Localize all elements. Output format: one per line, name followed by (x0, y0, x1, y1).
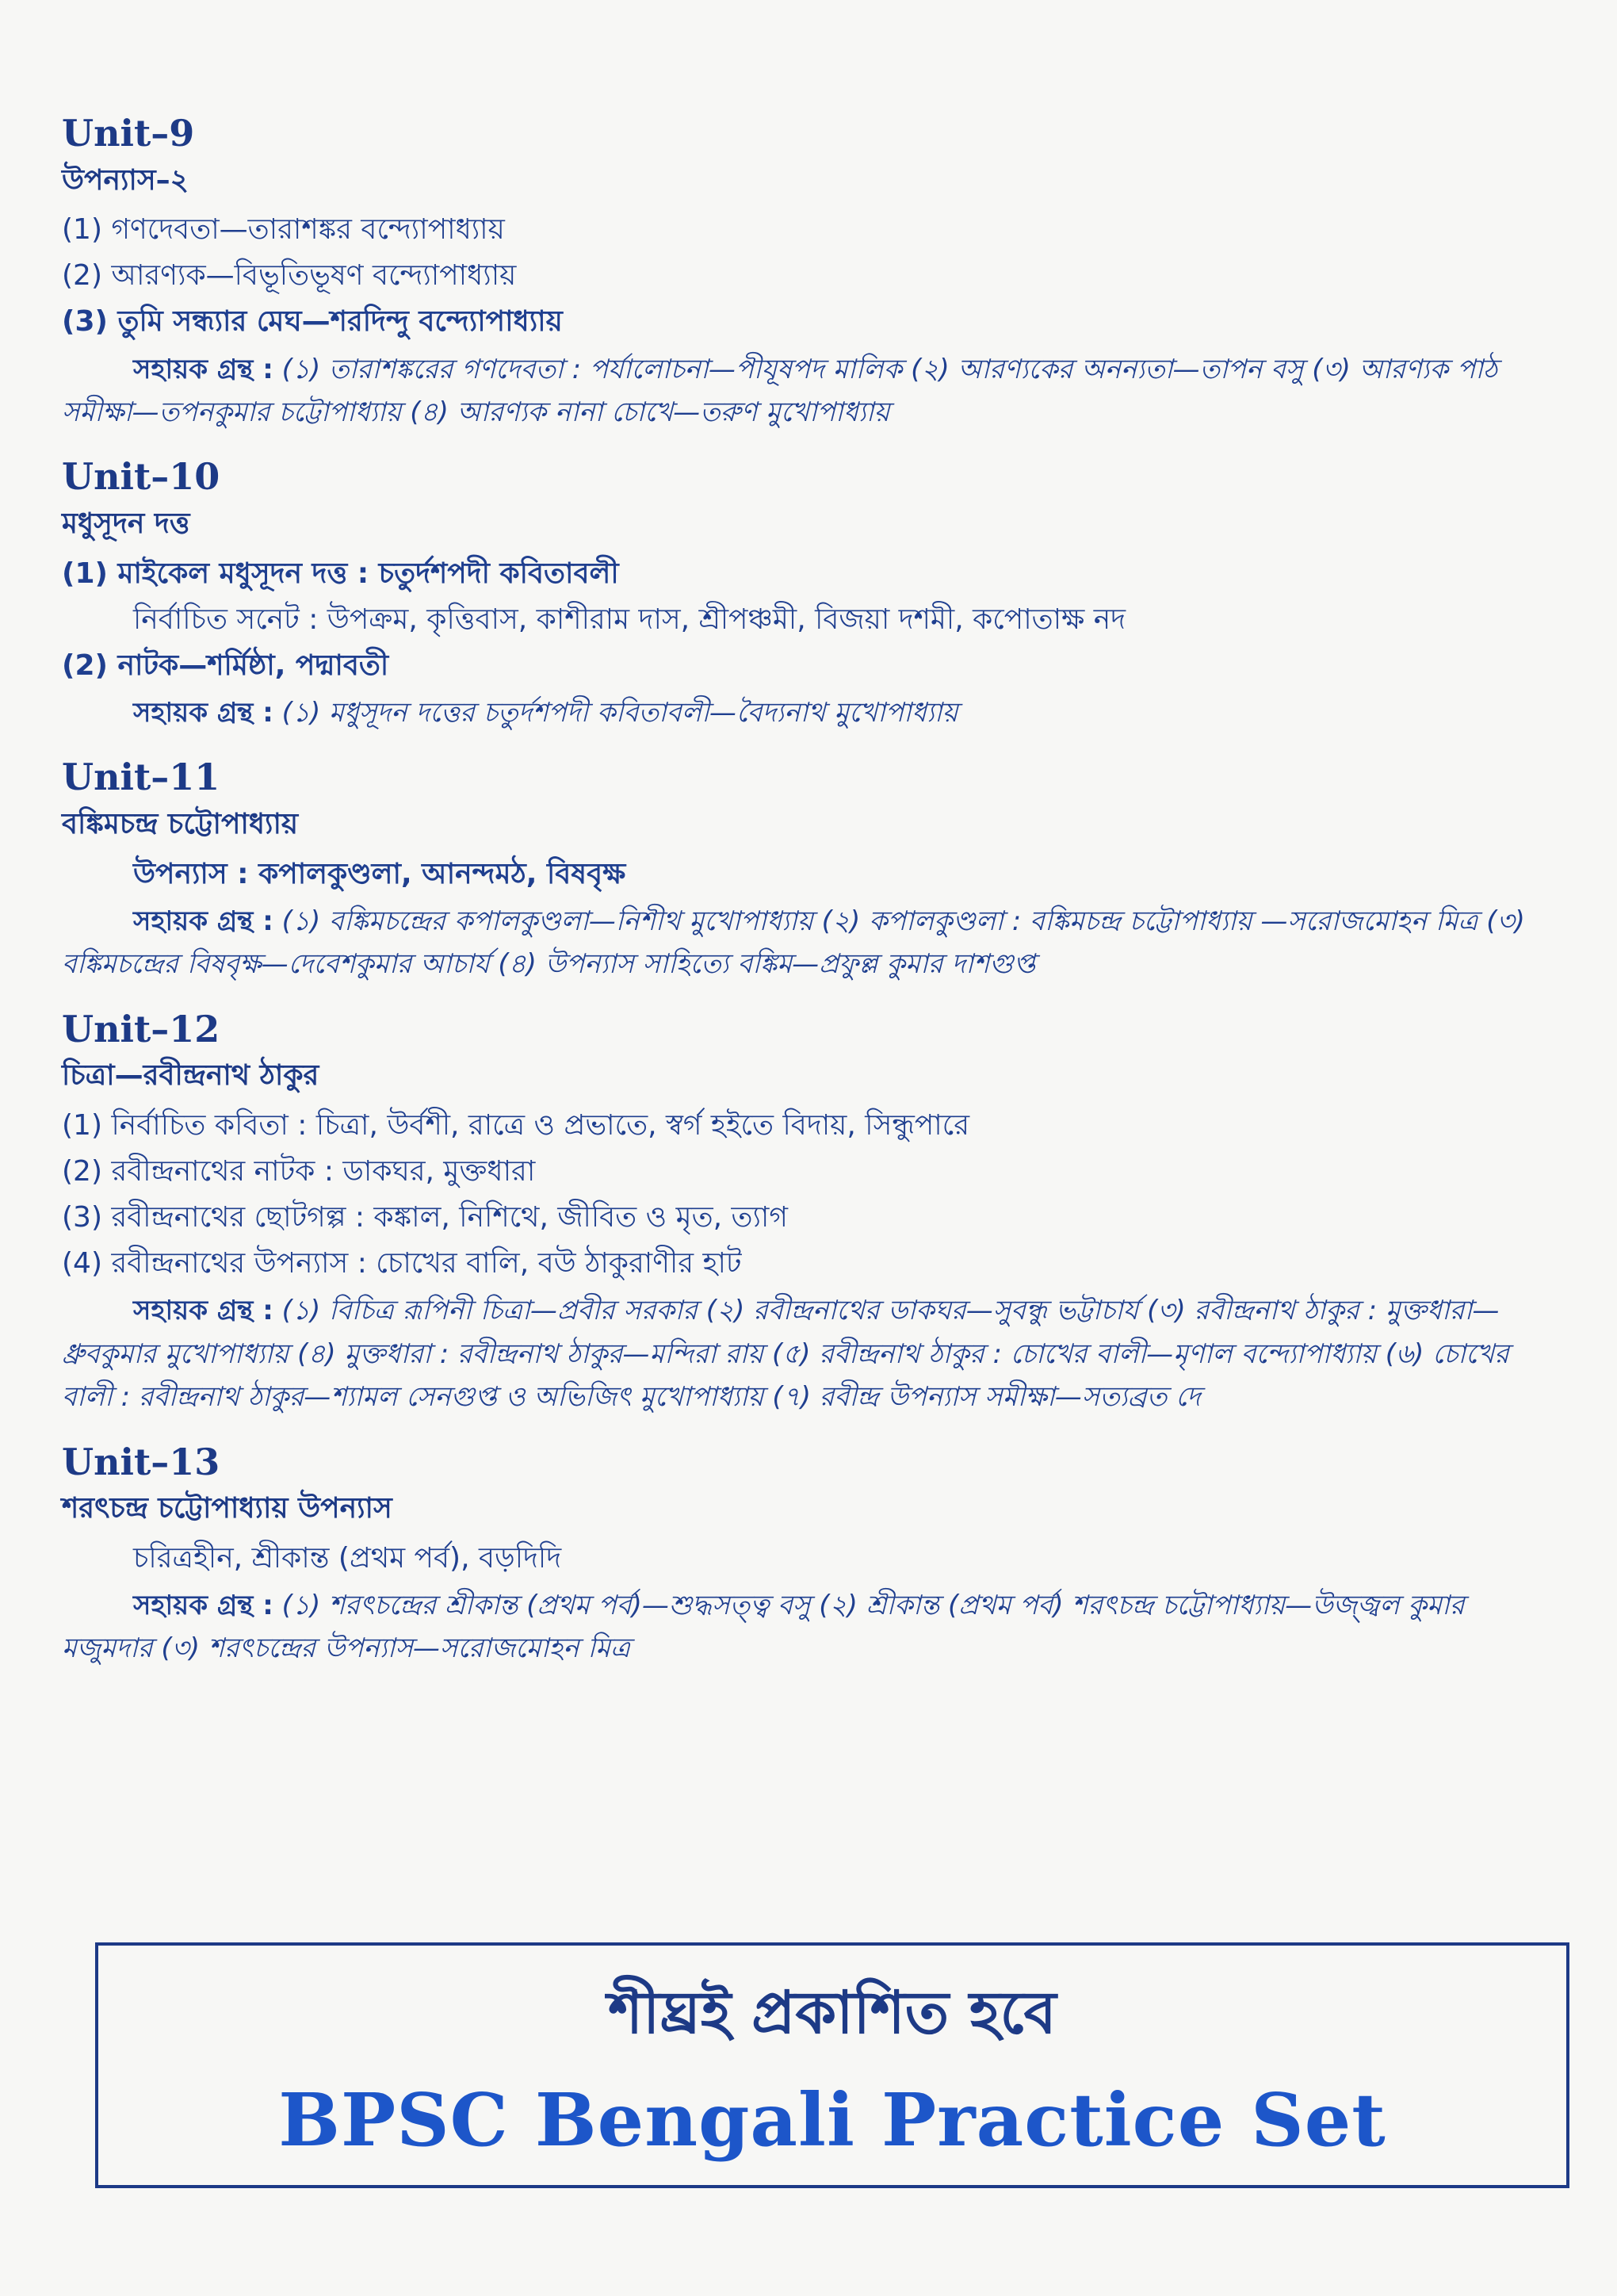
list-item: চরিত্রহীন, শ্রীকান্ত (প্রথম পর্ব), বড়দিদি (133, 1541, 562, 1575)
reference-text: (১) মধুসূদন দত্তের চতুর্দশপদী কবিতাবলী—বৈদ্যনাথ মুখোপাধ্যায় (281, 697, 958, 729)
list-item: (2) আরণ্যক—বিভূতিভূষণ বন্দ্যোপাধ্যায় (62, 259, 517, 293)
reference-text: (১) তারাশঙ্করের গণদেবতা : পর্যালোচনা—পীযূষপদ মালিক (২) আরণ্যকের অনন্যতা—তাপন বসু (৩) আরণ্যক পাঠ সমীক্ষা—তপনকুমার চট্টোপাধ্যায় (৪) আরণ্যক নানা চোখে—তরুণ মুখোপাধ্যায় (62, 353, 1498, 429)
unit-subtitle: মধুসূদন দত্ত (62, 507, 190, 540)
reference-books (62, 900, 1562, 986)
list-item: (2) রবীন্দ্রনাথের নাটক : ডাকঘর, মুক্তধারা (62, 1154, 536, 1188)
list-item: (1) মাইকেল মধুসূদন দত্ত : চতুর্দশপদী কবিতাবলী (62, 557, 619, 590)
announcement-banner (95, 1942, 1569, 2188)
reference-text: (১) বঙ্কিমচন্দ্রের কপালকুণ্ডলা—নিশীথ মুখোপাধ্যায় (২) কপালকুণ্ডলা : বঙ্কিমচন্দ্র চট্টোপাধ্যায় —সরোজমোহন মিত্র (৩) বঙ্কিমচন্দ্রের বিষবৃক্ষ—দেবেশকুমার আচার্য (৪) উপন্যাস সাহিত্যে বঙ্কিম—প্রফুল্ল কুমার দাশগুপ্ত (62, 905, 1525, 981)
unit-subtitle: শরৎচন্দ্র চট্টোপাধ্যায় উপন্যাস (62, 1492, 392, 1525)
reference-text: (১) শরৎচন্দ্রের শ্রীকান্ত (প্রথম পর্ব)—শুদ্ধসত্ত্ব বসু (২) শ্রীকান্ত (প্রথম পর্ব) শরৎচন্দ্র চট্টোপাধ্যায়—উজ্জ্বল কুমার মজুমদার (৩) শরৎচন্দ্রের উপন্যাস—সরোজমোহন মিত্র (62, 1589, 1465, 1665)
reference-label: সহায়ক গ্রন্থ : (133, 1589, 273, 1621)
list-item: (1) গণদেবতা—তারাশঙ্কর বন্দ্যোপাধ্যায় (62, 213, 505, 247)
list-item: উপন্যাস : কপালকুণ্ডলা, আনন্দমঠ, বিষবৃক্ষ (133, 857, 626, 890)
list-item: (3) তুমি সন্ধ্যার মেঘ—শরদিন্দু বন্দ্যোপাধ্যায় (62, 305, 563, 339)
unit-9-section (62, 111, 1562, 434)
reference-label: সহায়ক গ্রন্থ : (133, 697, 273, 729)
unit-subtitle: চিত্রা—রবীন্দ্রনাথ ঠাকুর (62, 1059, 319, 1093)
unit-11-section (62, 755, 1562, 985)
unit-heading: Unit–13 (62, 1440, 220, 1483)
reference-label: সহায়ক গ্রন্থ : (133, 905, 273, 937)
unit-heading: Unit–10 (62, 455, 220, 499)
unit-heading: Unit–12 (62, 1007, 220, 1050)
unit-subtitle: বঙ্কিমচন্দ্র চট্টোপাধ্যায় (62, 807, 299, 840)
unit-subtitle: উপন্যাস–২ (62, 163, 189, 197)
list-item: (2) নাটক—শর্মিষ্ঠা, পদ্মাবতী (62, 649, 389, 682)
reference-text: (১) বিচিত্র রূপিনী চিত্রা—প্রবীর সরকার (২) রবীন্দ্রনাথের ডাকঘর—সুবন্ধু ভট্টাচার্য (৩) রবীন্দ্রনাথ ঠাকুর : মুক্তধারা—ধ্রুবকুমার মুখোপাধ্যায় (৪) মুক্তধারা : রবীন্দ্রনাথ ঠাকুর—মন্দিরা রায় (৫) রবীন্দ্রনাথ ঠাকুর : চোখের বালী—মৃণাল বন্দ্যোপাধ্যায় (৬) চোখের বালী : রবীন্দ্রনাথ ঠাকুর—শ্যামল সেনগুপ্ত ও অভিজিৎ মুখোপাধ্যায় (৭) রবীন্দ্র উপন্যাস সমীক্ষা—সত্যব্রত দে (62, 1295, 1509, 1414)
reference-books (62, 348, 1562, 434)
list-item: (3) রবীন্দ্রনাথের ছোটগল্প : কঙ্কাল, নিশিথে, জীবিত ও মৃত, ত্যাগ (62, 1201, 788, 1234)
reference-label: সহায়ক গ্রন্থ : (133, 1295, 273, 1327)
unit-10-section (62, 454, 1562, 734)
unit-13-section (62, 1440, 1562, 1670)
unit-12-section (62, 1007, 1562, 1419)
banner-title: শীঘ্রই প্রকাশিত হবে (608, 1978, 1057, 2047)
reference-label: সহায়ক গ্রন্থ : (133, 353, 273, 385)
reference-books (62, 1584, 1562, 1670)
list-item: নির্বাচিত সনেট : উপক্রম, কৃত্তিবাস, কাশীরাম দাস, শ্রীপঞ্চমী, বিজয়া দশমী, কপোতাক্ষ নদ (133, 603, 1126, 636)
unit-heading: Unit–9 (62, 112, 195, 155)
banner-subtitle: BPSC Bengali Practice Set (278, 2076, 1386, 2163)
unit-heading: Unit–11 (62, 756, 220, 799)
list-item: (1) নির্বাচিত কবিতা : চিত্রা, উর্বশী, রাত্রে ও প্রভাতে, স্বর্গ হইতে বিদায়, সিন্ধুপারে (62, 1108, 969, 1142)
reference-books (62, 1289, 1562, 1418)
list-item: (4) রবীন্দ্রনাথের উপন্যাস : চোখের বালি, বউ ঠাকুরাণীর হাট (62, 1247, 742, 1280)
reference-books (62, 691, 1562, 734)
